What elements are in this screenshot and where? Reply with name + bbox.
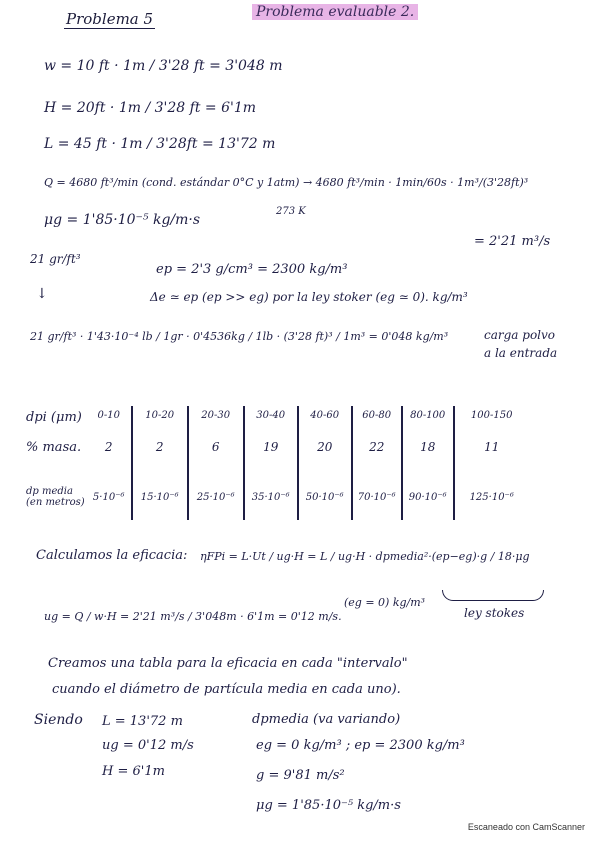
siendo-dp: dpmedia (va variando): [252, 712, 401, 727]
down-arrow-icon: ↓: [36, 286, 48, 302]
table-cell: 30-40: [244, 406, 298, 440]
table-cell: 19: [244, 440, 298, 474]
row-label: [24, 474, 87, 520]
table-row: [24, 440, 529, 474]
table-cell: 2: [104, 440, 113, 454]
conv-note-2: a la entrada: [484, 346, 558, 360]
table-cell: 0-10: [97, 410, 120, 421]
siendo-h: H = 6'1m: [102, 764, 165, 779]
table-cell: 80-100: [402, 406, 454, 440]
siendo-label: Siendo: [34, 712, 83, 728]
table-cell: 60-80: [352, 406, 402, 440]
table-cell: 5·10⁻⁶: [92, 491, 125, 503]
table-cell: 70·10⁻⁶: [352, 474, 402, 520]
siendo-l: L = 13'72 m: [102, 714, 183, 729]
row-label-line2: (en metros): [26, 497, 85, 508]
row-label: dpi (μm): [26, 410, 82, 425]
table-cell: 2: [132, 440, 188, 474]
table-cell: 20-30: [188, 406, 244, 440]
line-q: Q = 4680 ft³/min (cond. estándar 0°C y 1atm) → 4680 ft³/min · 1min/60s · 1m³/(3'28ft)³: [44, 176, 529, 189]
table-cell: 125·10⁻⁶: [454, 474, 529, 520]
table-cell: 18: [402, 440, 454, 474]
eg-note: (eg = 0) kg/m³: [344, 596, 426, 609]
table-cell: 22: [352, 440, 402, 474]
table-cell: 25·10⁻⁶: [188, 474, 244, 520]
line-q-note: 273 K: [276, 206, 306, 217]
table-cell: 11: [454, 440, 529, 474]
conv-note-1: carga polvo: [484, 328, 556, 342]
line-de: Δe ≃ ep (ep >> eg) por la ley stoker (eg ≃ 0). kg/m³: [150, 290, 468, 304]
evaluable-highlight: Problema evaluable 2.: [252, 4, 418, 20]
table-cell: 15·10⁻⁶: [132, 474, 188, 520]
line-mu: μg = 1'85·10⁻⁵ kg/m·s: [44, 212, 201, 228]
table-row: [24, 474, 529, 520]
siendo-eg-ep: eg = 0 kg/m³ ; ep = 2300 kg/m³: [256, 738, 465, 753]
table-cell: 10-20: [132, 406, 188, 440]
particle-table: [24, 406, 529, 520]
paragraph-line1: Creamos una tabla para la eficacia en cada "intervalo": [48, 656, 408, 671]
line-l: L = 45 ft · 1m / 3'28ft = 13'72 m: [44, 136, 276, 152]
siendo-g: g = 9'81 m/s²: [256, 768, 345, 783]
paragraph-line2: cuando el diámetro de partícula media en cada uno).: [52, 682, 401, 697]
line-h: H = 20ft · 1m / 3'28 ft = 6'1m: [44, 100, 257, 116]
ug-formula: ug = Q / w·H = 2'21 m³/s / 3'048m · 6'1m = 0'12 m/s.: [44, 610, 342, 623]
gr-label: 21 gr/ft³: [30, 252, 81, 266]
siendo-mu: μg = 1'85·10⁻⁵ kg/m·s: [256, 798, 401, 813]
stokes-label: ley stokes: [464, 606, 525, 620]
stokes-brace: [442, 590, 544, 601]
table-row: [24, 406, 529, 440]
table-cell: 100-150: [454, 406, 529, 440]
line-conv: 21 gr/ft³ · 1'43·10⁻⁴ lb / 1gr · 0'4536kg / 1lb · (3'28 ft)³ / 1m³ = 0'048 kg/m³: [30, 330, 449, 343]
line-w: w = 10 ft · 1m / 3'28 ft = 3'048 m: [44, 58, 283, 74]
table-cell: 50·10⁻⁶: [298, 474, 352, 520]
table-cell: 90·10⁻⁶: [402, 474, 454, 520]
row-label-line1: dp media: [26, 486, 73, 497]
siendo-ug: ug = 0'12 m/s: [102, 738, 194, 753]
row-label: % masa.: [26, 440, 82, 455]
problem-title: Problema 5: [66, 10, 154, 28]
efficacy-formula: ηFPi = L·Ut / ug·H = L / ug·H · dpmedia²·(ep−eg)·g / 18·μg: [200, 550, 530, 563]
table-cell: 6: [188, 440, 244, 474]
table-cell: 40-60: [298, 406, 352, 440]
scanner-footer: Escaneado con CamScanner: [467, 822, 585, 832]
table-cell: 35·10⁻⁶: [244, 474, 298, 520]
efficacy-intro: Calculamos la eficacia:: [36, 548, 188, 563]
line-q-result: = 2'21 m³/s: [474, 234, 551, 249]
line-ep: ep = 2'3 g/cm³ = 2300 kg/m³: [156, 262, 348, 277]
table-cell: 20: [298, 440, 352, 474]
